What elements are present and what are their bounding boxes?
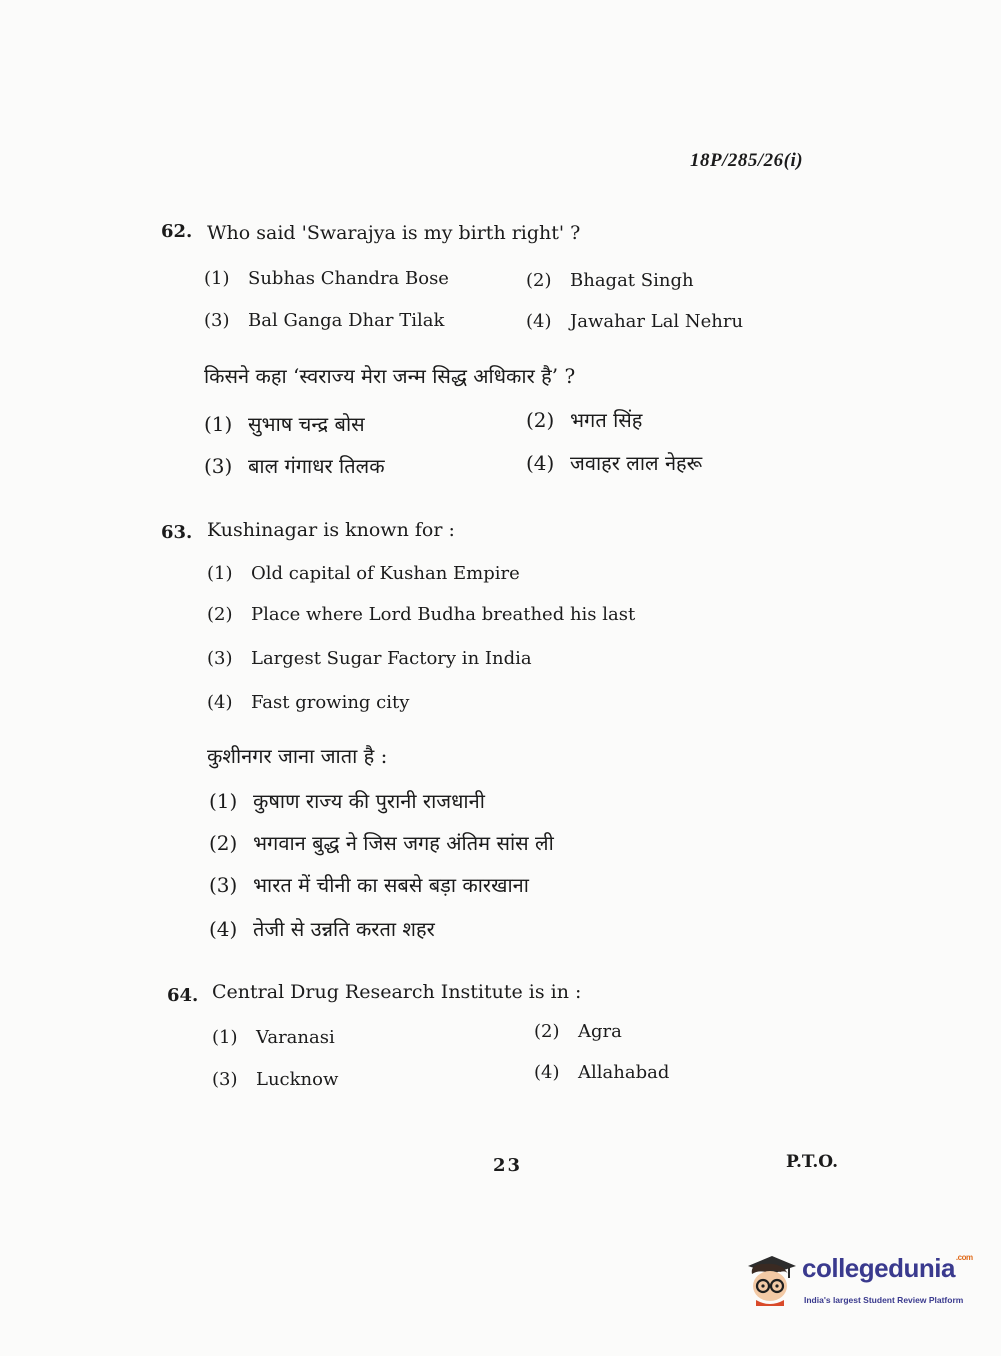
option: (2) भगत सिंह [526,408,643,432]
option: (2) भगवान बुद्ध ने जिस जगह अंतिम सांस ली [209,831,554,855]
option: (2) Bhagat Singh [526,270,694,291]
option: (4) तेजी से उन्नति करता शहर [209,917,435,941]
option: (1) Old capital of Kushan Empire [207,563,520,584]
question-text-en: Kushinagar is known for : [207,519,455,541]
question-text-en: Who said 'Swarajya is my birth right' ? [207,222,581,244]
option: (4) Allahabad [534,1062,670,1083]
question-text-en: Central Drug Research Institute is in : [212,981,582,1003]
question-number: 63. [161,522,193,543]
question-number: 64. [167,985,199,1006]
page-number: 23 [493,1155,523,1176]
option: (3) Bal Ganga Dhar Tilak [204,310,445,331]
question-number: 62. [161,221,193,242]
option: (4) Fast growing city [207,692,410,713]
option: (4) Jawahar Lal Nehru [526,311,744,332]
paper-code: 18P/285/26(i) [690,150,804,171]
mascot-icon [742,1250,800,1308]
option: (2) Place where Lord Budha breathed his last [207,604,636,625]
collegedunia-logo [742,1250,973,1310]
option: (1) Subhas Chandra Bose [204,268,449,289]
question-text-hi: किसने कहा ‘स्वराज्य मेरा जन्म सिद्ध अधिकार है’ ? [204,364,576,388]
option: (3) बाल गंगाधर तिलक [204,454,385,478]
question-text-hi: कुशीनगर जाना जाता है : [207,744,388,768]
option: (1) Varanasi [212,1027,335,1048]
option: (3) Lucknow [212,1069,339,1090]
brand-suffix: .com [955,1253,973,1262]
option: (2) Agra [534,1021,622,1042]
option: (3) भारत में चीनी का सबसे बड़ा कारखाना [209,873,529,897]
option: (1) कुषाण राज्य की पुरानी राजधानी [209,789,485,813]
brand-name: collegedunia$^{.com}$ [802,1253,973,1283]
pto-label: P.T.O. [786,1152,838,1172]
brand-tagline: India's largest Student Review Platform [804,1295,964,1305]
option: (1) सुभाष चन्द्र बोस [204,412,365,436]
option: (3) Largest Sugar Factory in India [207,648,532,669]
option: (4) जवाहर लाल नेहरू [526,451,703,475]
